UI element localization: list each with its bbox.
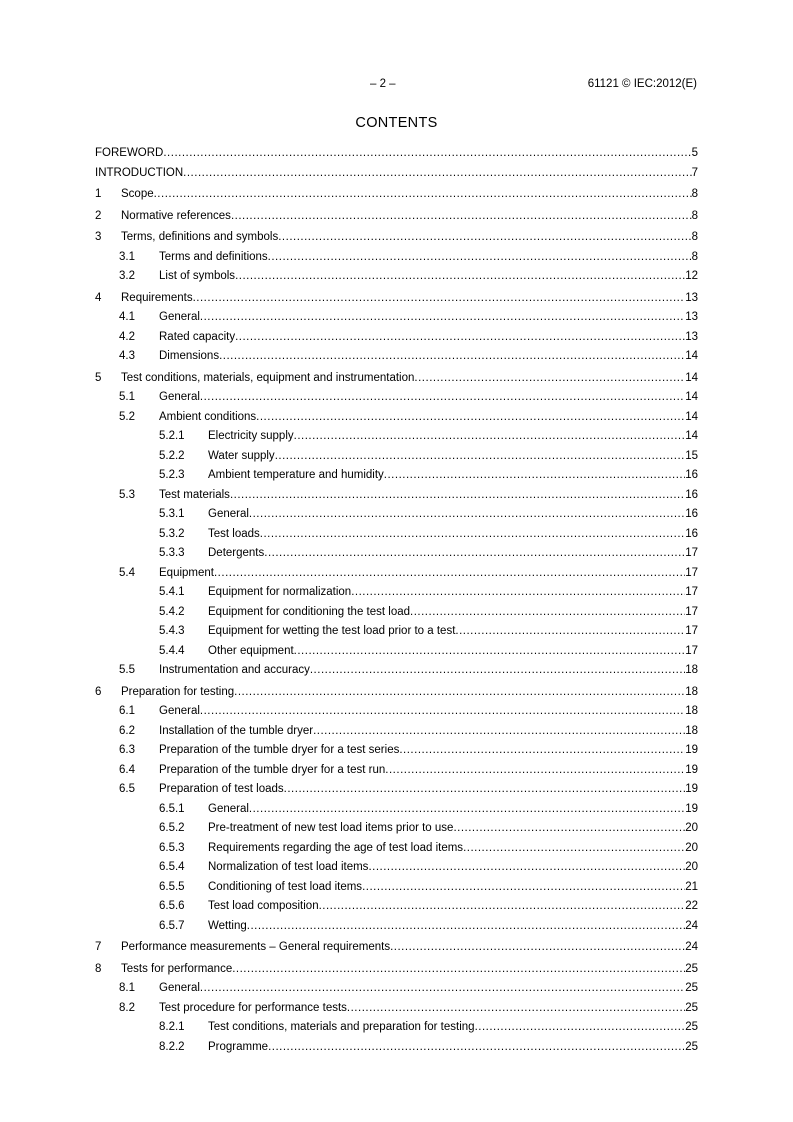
toc-entry-title: Dimensions <box>159 350 220 362</box>
toc-entry-line <box>159 388 698 408</box>
toc-entry-title: Test procedure for performance tests <box>159 1001 347 1014</box>
toc-entry-line <box>159 267 698 287</box>
toc-dot-leader <box>384 466 685 486</box>
toc-entry-title: General <box>159 705 200 717</box>
toc-entry-number: 6.5.3 <box>159 841 185 854</box>
toc-entry-number: 5.2.2 <box>159 449 185 462</box>
toc-entry[interactable] <box>95 408 698 428</box>
toc-entry-page: 15 <box>685 449 698 462</box>
toc-entry[interactable] <box>95 185 698 205</box>
page-header <box>0 78 793 94</box>
toc-entry[interactable] <box>95 486 698 506</box>
toc-entry[interactable] <box>95 328 698 348</box>
toc-dot-leader <box>268 248 692 268</box>
toc-entry-title: List of symbols <box>159 270 236 282</box>
toc-dot-leader <box>319 897 686 917</box>
toc-entry-page: 16 <box>685 527 698 540</box>
toc-entry-number: 3 <box>95 231 102 243</box>
toc-entry-line <box>121 960 698 980</box>
toc-dot-leader <box>154 185 692 205</box>
toc-entry-page: 14 <box>685 350 698 362</box>
toc-entry-title: Normative references <box>121 209 231 222</box>
toc-entry-title: Requirements regarding the age of test load items <box>208 841 464 854</box>
toc-entry-page: 19 <box>685 763 698 776</box>
toc-entry-page: 13 <box>685 311 698 323</box>
toc-entry-line <box>159 722 698 742</box>
toc-entry-title: Wetting <box>208 919 247 932</box>
toc-entry[interactable] <box>95 722 698 742</box>
toc-entry[interactable] <box>95 207 698 227</box>
toc-entry-number: 6.1 <box>119 705 135 717</box>
toc-entry[interactable] <box>95 741 698 761</box>
toc-entry-line <box>159 564 698 584</box>
toc-dot-leader <box>163 144 691 164</box>
toc-entry-line <box>95 144 698 164</box>
toc-dot-leader <box>347 999 685 1019</box>
toc-entry-line <box>121 207 698 227</box>
toc-entry-line <box>208 544 698 564</box>
toc-dot-leader <box>232 960 685 980</box>
toc-entry-page: 21 <box>685 880 698 893</box>
toc-dot-leader <box>475 1018 686 1038</box>
toc-entry-number: 5.3.3 <box>159 547 185 559</box>
toc-entry-line <box>159 308 698 328</box>
toc-entry-line <box>159 248 698 268</box>
toc-entry[interactable] <box>95 819 698 839</box>
toc-dot-leader <box>235 267 685 287</box>
toc-dot-leader <box>200 702 685 722</box>
toc-dot-leader <box>214 564 685 584</box>
toc-entry-number: 4.1 <box>119 311 135 323</box>
toc-entry-page: 8 <box>691 231 698 243</box>
toc-entry[interactable] <box>95 622 698 642</box>
toc-dot-leader <box>414 369 685 389</box>
toc-entry[interactable] <box>95 144 698 164</box>
toc-entry-title: Other equipment <box>208 644 294 657</box>
toc-entry[interactable] <box>95 642 698 662</box>
toc-entry-line <box>159 702 698 722</box>
toc-entry-title: Requirements <box>121 291 193 304</box>
toc-dot-leader <box>313 722 685 742</box>
toc-dot-leader <box>385 761 685 781</box>
toc-entry[interactable] <box>95 999 698 1019</box>
toc-entry-title: Test materials <box>159 488 230 501</box>
toc-entry-title: General <box>159 982 200 994</box>
toc-entry-number: 5.4 <box>119 566 135 579</box>
toc-entry-line <box>208 800 698 820</box>
toc-entry-page: 7 <box>691 166 698 179</box>
toc-entry-line <box>159 979 698 999</box>
toc-entry-page: 17 <box>685 644 698 657</box>
table-of-contents <box>95 144 698 1057</box>
toc-entry-page: 25 <box>685 962 698 975</box>
toc-entry-page: 20 <box>685 822 698 834</box>
toc-entry-line <box>159 408 698 428</box>
toc-entry[interactable] <box>95 525 698 545</box>
toc-dot-leader <box>183 164 691 184</box>
toc-entry-title: Equipment for conditioning the test load <box>208 605 411 618</box>
toc-entry-number: 6.5.2 <box>159 822 185 834</box>
toc-entry[interactable] <box>95 228 698 248</box>
toc-entry-page: 25 <box>685 1001 698 1014</box>
toc-entry-page: 17 <box>685 625 698 637</box>
toc-dot-leader <box>249 800 685 820</box>
toc-entry-page: 13 <box>685 291 698 304</box>
toc-dot-leader <box>294 642 686 662</box>
toc-entry-number: 6.5.6 <box>159 900 185 912</box>
toc-entry-page: 18 <box>685 724 698 737</box>
page-title: CONTENTS <box>355 115 438 131</box>
toc-entry[interactable] <box>95 1018 698 1038</box>
toc-entry-number: 4.2 <box>119 330 135 343</box>
toc-entry-number: 6 <box>95 685 102 698</box>
toc-entry-line <box>208 878 698 898</box>
toc-dot-leader <box>453 819 685 839</box>
toc-dot-leader <box>275 447 686 467</box>
page-number: – 2 – <box>370 78 396 90</box>
toc-entry-title: Tests for performance <box>121 962 233 975</box>
toc-entry-page: 8 <box>691 188 698 200</box>
toc-entry-number: 2 <box>95 209 102 222</box>
toc-entry[interactable] <box>95 702 698 722</box>
toc-entry-line <box>121 228 698 248</box>
toc-dot-leader <box>399 741 685 761</box>
toc-entry[interactable] <box>95 780 698 800</box>
toc-entry-line <box>159 347 698 367</box>
toc-entry-line <box>208 819 698 839</box>
toc-entry[interactable] <box>95 388 698 408</box>
toc-entry-number: 8 <box>95 962 102 975</box>
toc-entry-number: 5.4.2 <box>159 605 185 618</box>
toc-entry-number: 5.4.1 <box>159 586 185 598</box>
toc-entry-line <box>121 369 698 389</box>
toc-entry-number: 5.4.3 <box>159 625 185 637</box>
toc-dot-leader <box>351 583 685 603</box>
toc-entry[interactable] <box>95 267 698 287</box>
toc-entry-page: 19 <box>685 783 698 795</box>
toc-entry-page: 14 <box>685 430 698 442</box>
toc-entry-title: Ambient conditions <box>159 410 257 423</box>
toc-entry-number: 5.3.2 <box>159 527 185 540</box>
toc-dot-leader <box>230 486 685 506</box>
toc-entry[interactable] <box>95 347 698 367</box>
toc-entry[interactable] <box>95 447 698 467</box>
toc-entry-number: 8.2.1 <box>159 1021 185 1033</box>
toc-dot-leader <box>193 289 686 309</box>
toc-entry-title: Test loads <box>208 527 260 540</box>
toc-entry-line <box>208 897 698 917</box>
toc-dot-leader <box>310 661 685 681</box>
toc-entry[interactable] <box>95 289 698 309</box>
toc-entry-title: Ambient temperature and humidity <box>208 469 384 481</box>
toc-entry-title: General <box>159 311 200 323</box>
toc-entry-line <box>208 622 698 642</box>
toc-entry-page: 12 <box>685 270 698 282</box>
toc-dot-leader <box>247 917 685 937</box>
toc-entry-title: Preparation of the tumble dryer for a test series <box>159 744 400 756</box>
toc-entry-page: 19 <box>685 744 698 756</box>
toc-dot-leader <box>463 839 685 859</box>
toc-entry-number: 5.4.4 <box>159 644 185 657</box>
toc-entry[interactable] <box>95 878 698 898</box>
toc-entry-title: FOREWORD <box>95 147 164 159</box>
toc-entry[interactable] <box>95 858 698 878</box>
toc-entry[interactable] <box>95 164 698 184</box>
toc-entry-title: General <box>159 391 200 403</box>
toc-entry-title: Equipment for wetting the test load prior to a test <box>208 625 456 637</box>
toc-entry-number: 3.1 <box>119 250 135 263</box>
toc-entry-line <box>208 858 698 878</box>
toc-entry[interactable] <box>95 308 698 328</box>
toc-entry[interactable] <box>95 369 698 389</box>
toc-entry-line <box>208 603 698 623</box>
toc-entry-number: 8.2.2 <box>159 1040 185 1053</box>
toc-entry-line <box>208 466 698 486</box>
toc-entry-page: 17 <box>685 586 698 598</box>
toc-entry[interactable] <box>95 1038 698 1058</box>
toc-entry-page: 25 <box>685 1040 698 1053</box>
toc-entry-page: 25 <box>685 1021 698 1033</box>
toc-entry-number: 5.5 <box>119 664 135 676</box>
toc-entry-line <box>208 427 698 447</box>
toc-entry-page: 17 <box>685 566 698 579</box>
toc-entry-title: Test conditions, materials, equipment and instrumentation <box>121 371 415 384</box>
toc-dot-leader <box>231 207 692 227</box>
toc-entry-page: 17 <box>685 605 698 618</box>
toc-dot-leader <box>234 683 685 703</box>
toc-entry-number: 5.2.3 <box>159 469 185 481</box>
toc-entry-line <box>121 938 698 958</box>
toc-entry-title: Preparation of the tumble dryer for a test run <box>159 763 386 776</box>
toc-entry-page: 16 <box>685 508 698 520</box>
toc-entry-title: Preparation for testing <box>121 685 235 698</box>
toc-entry-number: 4 <box>95 291 102 304</box>
toc-entry-title: Performance measurements – General requirements <box>121 941 391 953</box>
toc-dot-leader <box>284 780 686 800</box>
toc-entry[interactable] <box>95 466 698 486</box>
toc-entry-number: 6.5.7 <box>159 919 185 932</box>
toc-entry-line <box>208 1018 698 1038</box>
toc-entry-title: Test conditions, materials and preparation for testing <box>208 1021 475 1033</box>
toc-entry-title: Electricity supply <box>208 430 294 442</box>
toc-entry-number: 3.2 <box>119 270 135 282</box>
toc-entry-page: 16 <box>685 469 698 481</box>
toc-entry-number: 5.3.1 <box>159 508 185 520</box>
toc-entry-title: Terms, definitions and symbols <box>121 231 279 243</box>
toc-entry[interactable] <box>95 800 698 820</box>
toc-entry[interactable] <box>95 839 698 859</box>
toc-entry-number: 8.1 <box>119 982 135 994</box>
toc-entry[interactable] <box>95 248 698 268</box>
toc-entry-page: 18 <box>685 685 698 698</box>
toc-dot-leader <box>278 228 691 248</box>
standard-reference: 61121 © IEC:2012(E) <box>587 78 697 90</box>
toc-dot-leader <box>455 622 685 642</box>
toc-entry-title: Terms and definitions <box>159 250 268 263</box>
toc-entry-line <box>208 583 698 603</box>
toc-entry-title: Equipment for normalization <box>208 586 352 598</box>
toc-entry-page: 5 <box>691 147 698 159</box>
toc-entry-number: 6.5.4 <box>159 861 185 873</box>
toc-entry-number: 6.5.1 <box>159 802 185 815</box>
toc-entry-page: 24 <box>685 919 698 932</box>
toc-entry-line <box>159 999 698 1019</box>
toc-entry-line <box>208 1038 698 1058</box>
toc-entry-line <box>208 642 698 662</box>
toc-entry-number: 6.4 <box>119 763 135 776</box>
toc-entry-title: Pre-treatment of new test load items prior to use <box>208 822 454 834</box>
toc-entry-number: 5.1 <box>119 391 135 403</box>
toc-dot-leader <box>294 427 686 447</box>
toc-dot-leader <box>200 308 685 328</box>
toc-entry[interactable] <box>95 979 698 999</box>
toc-dot-leader <box>219 347 685 367</box>
toc-entry-number: 6.3 <box>119 744 135 756</box>
toc-entry-page: 13 <box>685 330 698 343</box>
toc-entry[interactable] <box>95 427 698 447</box>
toc-entry[interactable] <box>95 897 698 917</box>
toc-dot-leader <box>235 328 685 348</box>
toc-entry[interactable] <box>95 960 698 980</box>
toc-entry-number: 5.2.1 <box>159 430 185 442</box>
toc-entry[interactable] <box>95 917 698 937</box>
toc-entry[interactable] <box>95 761 698 781</box>
toc-entry-title: Equipment <box>159 566 214 579</box>
toc-entry-page: 24 <box>685 941 698 953</box>
toc-entry-title: Detergents <box>208 547 265 559</box>
toc-entry-title: Water supply <box>208 449 275 462</box>
toc-dot-leader <box>368 858 685 878</box>
toc-entry-page: 8 <box>691 250 698 263</box>
toc-entry-line <box>208 505 698 525</box>
toc-dot-leader <box>362 878 685 898</box>
toc-entry[interactable] <box>95 661 698 681</box>
toc-entry-title: General <box>208 508 249 520</box>
toc-entry-page: 16 <box>685 488 698 501</box>
toc-entry-number: 5 <box>95 371 102 384</box>
toc-entry-title: Rated capacity <box>159 330 236 343</box>
toc-entry-number: 4.3 <box>119 350 135 362</box>
toc-entry-number: 6.2 <box>119 724 135 737</box>
toc-entry[interactable] <box>95 583 698 603</box>
toc-entry-line <box>159 486 698 506</box>
toc-entry-title: Test load composition <box>208 900 319 912</box>
toc-entry-title: INTRODUCTION <box>95 166 184 179</box>
toc-entry-title: Normalization of test load items <box>208 861 369 873</box>
toc-entry[interactable] <box>95 603 698 623</box>
toc-dot-leader <box>200 388 685 408</box>
toc-entry[interactable] <box>95 505 698 525</box>
toc-entry-line <box>159 741 698 761</box>
toc-entry-line <box>95 164 698 184</box>
toc-entry-title: Instrumentation and accuracy <box>159 664 310 676</box>
toc-entry-line <box>121 683 698 703</box>
toc-dot-leader <box>249 505 685 525</box>
toc-entry-page: 14 <box>685 371 698 384</box>
toc-entry-title: Installation of the tumble dryer <box>159 724 314 737</box>
toc-entry-number: 7 <box>95 941 102 953</box>
toc-entry[interactable] <box>95 564 698 584</box>
toc-entry-title: Conditioning of test load items <box>208 880 363 893</box>
toc-dot-leader <box>390 938 685 958</box>
toc-entry-line <box>121 185 698 205</box>
toc-entry-line <box>121 289 698 309</box>
toc-entry-title: Scope <box>121 188 154 200</box>
toc-entry-line <box>208 917 698 937</box>
toc-entry[interactable] <box>95 683 698 703</box>
toc-entry-page: 17 <box>685 547 698 559</box>
toc-entry-page: 8 <box>691 209 698 222</box>
toc-dot-leader <box>264 544 685 564</box>
toc-entry[interactable] <box>95 544 698 564</box>
toc-entry-page: 19 <box>685 802 698 815</box>
toc-entry-page: 14 <box>685 391 698 403</box>
toc-entry-number: 5.3 <box>119 488 135 501</box>
toc-dot-leader <box>268 1038 685 1058</box>
toc-entry-page: 25 <box>685 982 698 994</box>
toc-entry-page: 20 <box>685 861 698 873</box>
toc-entry[interactable] <box>95 938 698 958</box>
toc-entry-number: 5.2 <box>119 410 135 423</box>
toc-dot-leader <box>260 525 685 545</box>
toc-entry-line <box>159 761 698 781</box>
toc-entry-number: 8.2 <box>119 1001 135 1014</box>
toc-entry-page: 22 <box>685 900 698 912</box>
toc-entry-page: 20 <box>685 841 698 854</box>
toc-entry-line <box>159 661 698 681</box>
toc-entry-line <box>208 447 698 467</box>
toc-entry-line <box>159 328 698 348</box>
toc-entry-number: 6.5.5 <box>159 880 185 893</box>
toc-entry-line <box>159 780 698 800</box>
toc-entry-number: 6.5 <box>119 783 135 795</box>
toc-entry-title: Preparation of test loads <box>159 783 284 795</box>
toc-entry-page: 14 <box>685 410 698 423</box>
toc-dot-leader <box>410 603 685 623</box>
toc-entry-title: Programme <box>208 1040 269 1053</box>
toc-entry-title: General <box>208 802 249 815</box>
toc-entry-page: 18 <box>685 705 698 717</box>
toc-entry-line <box>208 525 698 545</box>
toc-entry-line <box>208 839 698 859</box>
toc-entry-number: 1 <box>95 188 102 200</box>
toc-dot-leader <box>256 408 685 428</box>
toc-dot-leader <box>200 979 685 999</box>
toc-entry-page: 18 <box>685 664 698 676</box>
